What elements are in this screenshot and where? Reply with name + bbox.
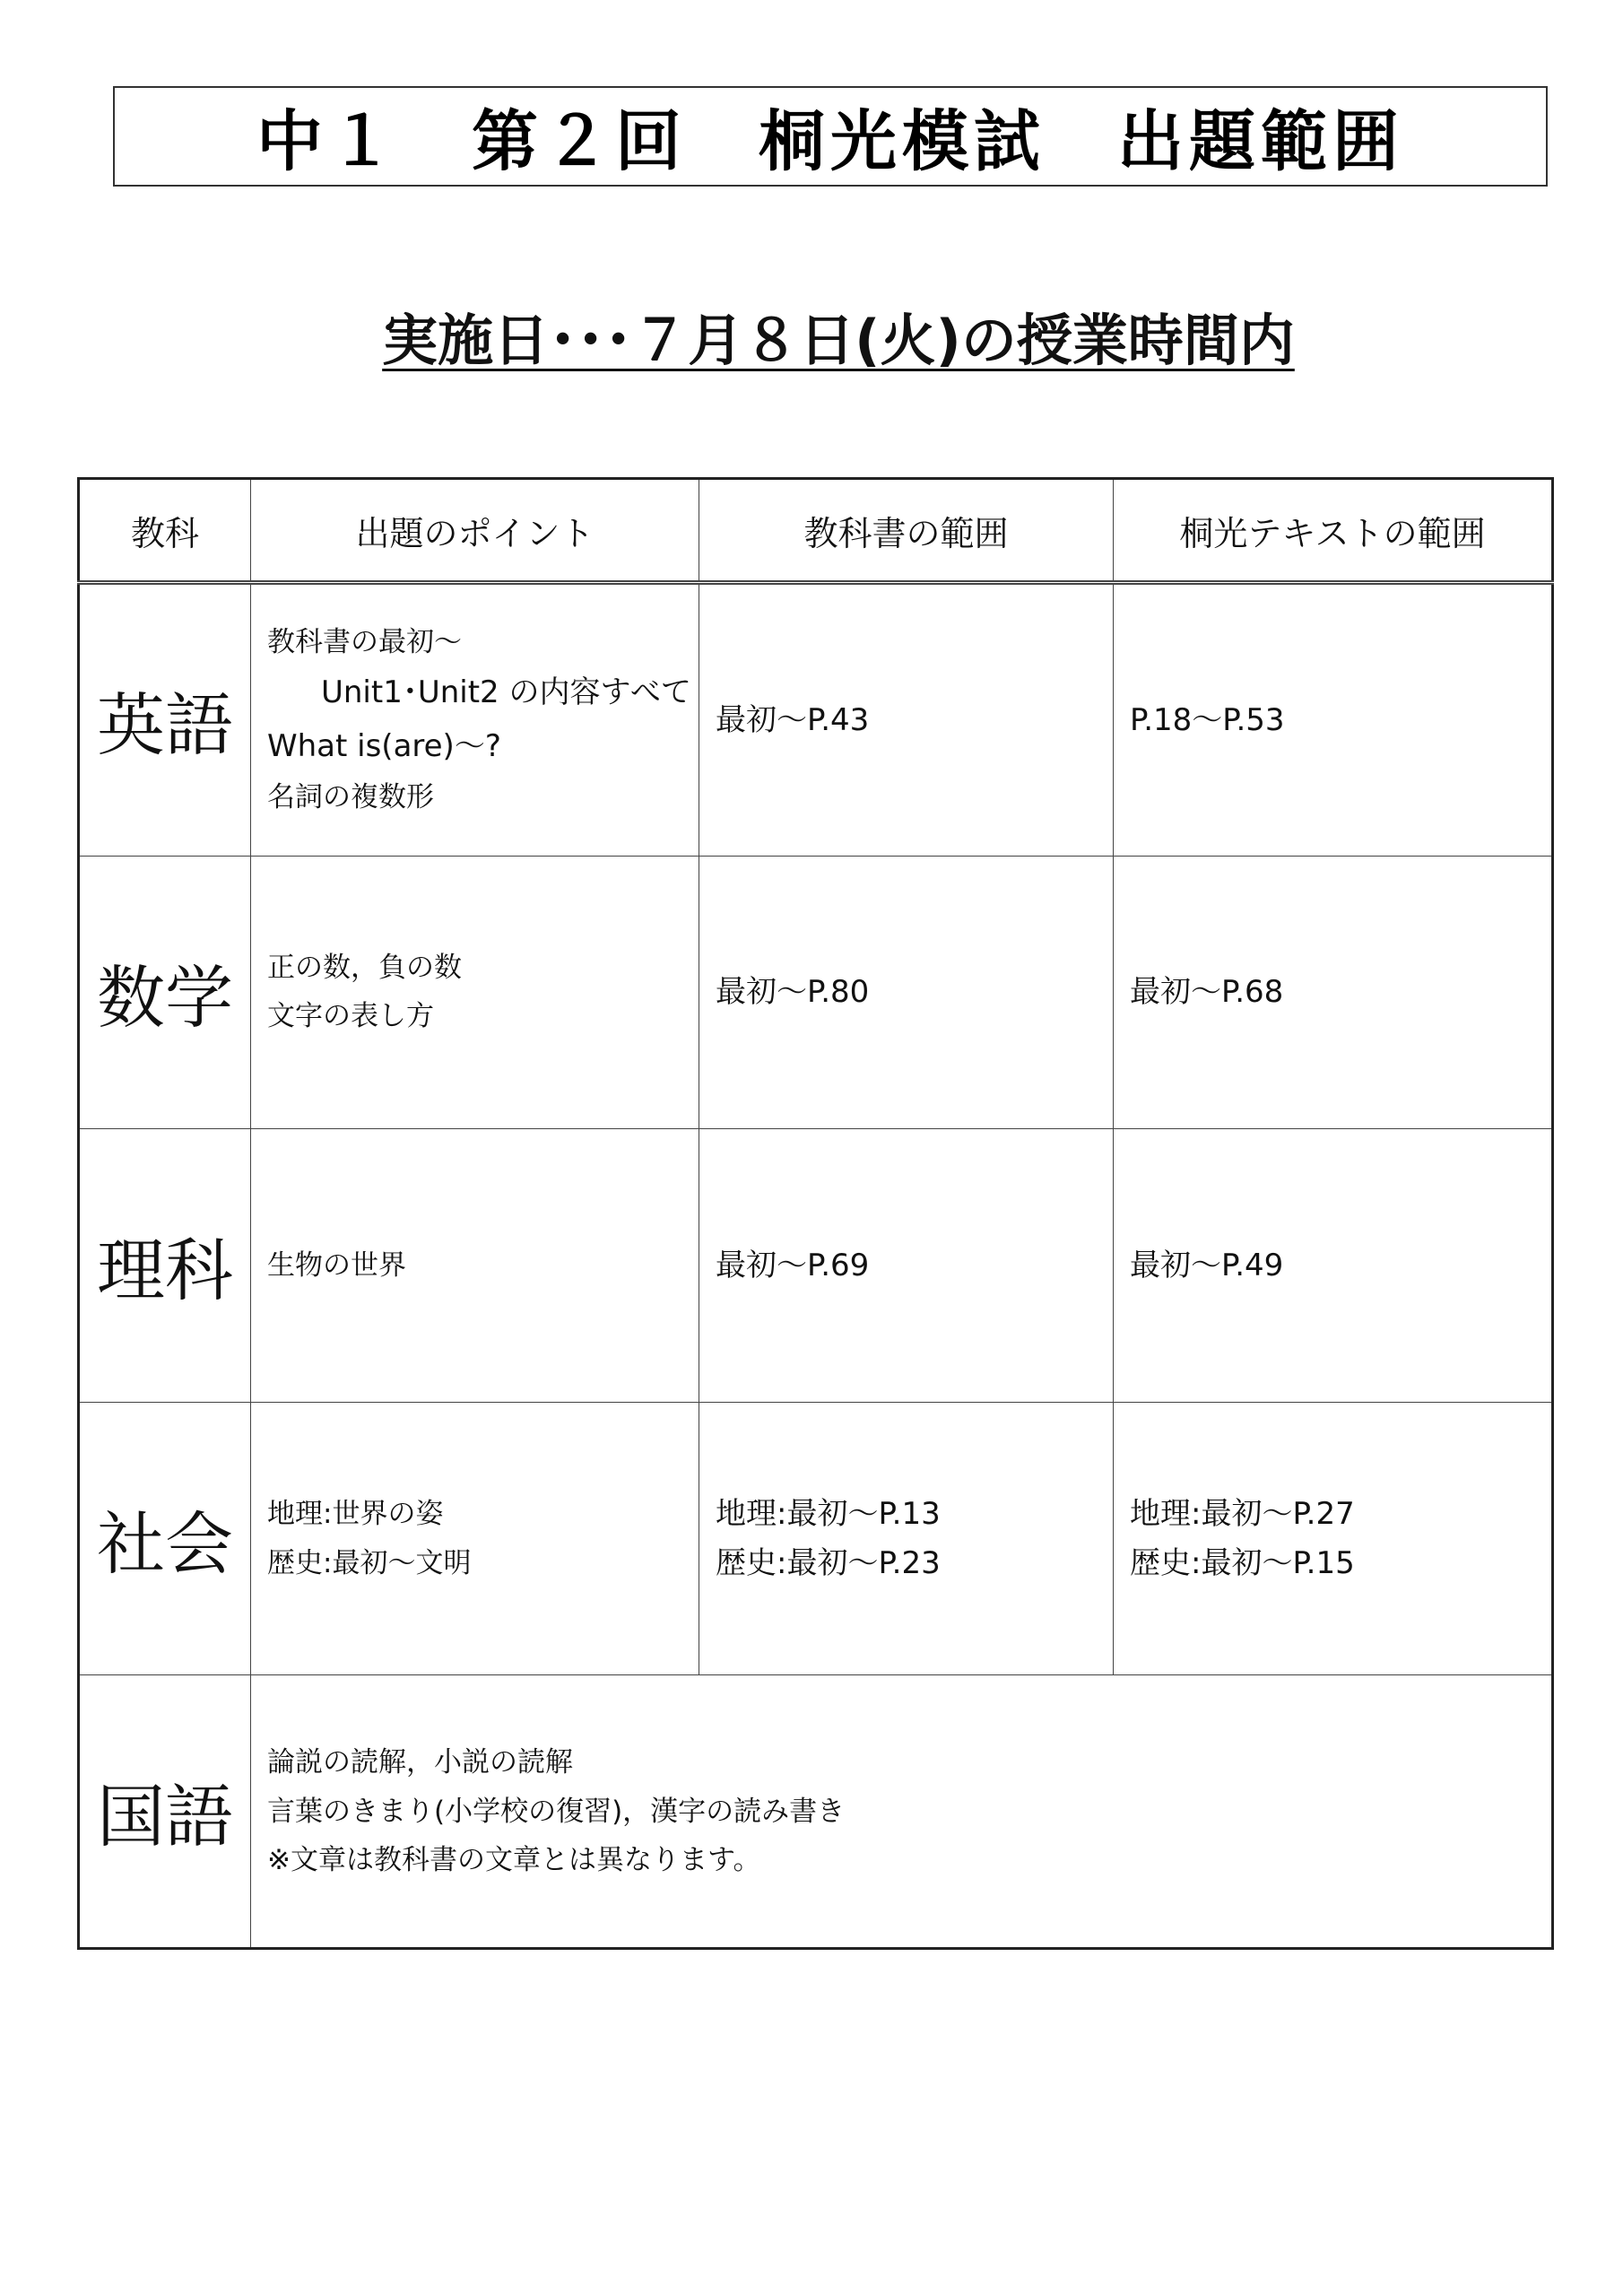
point-line: 生物の世界 xyxy=(267,1248,406,1282)
range-line: 最初～P.80 xyxy=(716,974,870,1011)
point-line: What is(are)～? xyxy=(267,727,501,764)
textbook-range-cell xyxy=(699,856,1114,1129)
points-cell xyxy=(251,583,699,857)
table-row-science xyxy=(79,1129,1553,1403)
range-line: 歴史:最初～P.15 xyxy=(1130,1544,1355,1581)
toko-text-range-cell xyxy=(1114,1129,1553,1403)
toko-text-range-cell xyxy=(1114,583,1553,857)
table-header-row xyxy=(79,479,1553,583)
table-row-english xyxy=(79,583,1553,857)
subject-cell: 社会 xyxy=(79,1402,251,1675)
textbook-range-cell xyxy=(699,583,1114,857)
range-line: P.18～P.53 xyxy=(1130,701,1285,738)
range-line: 最初～P.68 xyxy=(1130,974,1284,1011)
point-line: 名詞の複数形 xyxy=(267,781,434,814)
table-row-social xyxy=(79,1402,1553,1675)
point-line: ※文章は教科書の文章とは異なります。 xyxy=(267,1843,761,1876)
subject-cell: 理科 xyxy=(79,1129,251,1403)
subject-cell: 国語 xyxy=(79,1675,251,1949)
header-toko-text-range: 桐光テキストの範囲 xyxy=(1114,479,1553,583)
point-line: 論説の読解，小説の読解 xyxy=(267,1746,573,1779)
table-row-math xyxy=(79,856,1553,1129)
table-row-japanese xyxy=(79,1675,1553,1949)
header-points: 出題のポイント xyxy=(251,479,699,583)
textbook-range-cell xyxy=(699,1402,1114,1675)
range-line: 歴史:最初～P.23 xyxy=(716,1544,941,1581)
points-cell xyxy=(251,1129,699,1403)
subject-cell: 英語 xyxy=(79,583,251,857)
point-line: 地理:世界の姿 xyxy=(267,1498,444,1531)
page-title: 中１ 第２回 桐光模試 出題範囲 xyxy=(256,103,1404,180)
header-textbook-range: 教科書の範囲 xyxy=(699,479,1114,583)
range-line: 最初～P.69 xyxy=(716,1247,870,1283)
point-line: 正の数，負の数 xyxy=(267,952,462,985)
point-line: 言葉のきまり(小学校の復習)，漢字の読み書き xyxy=(267,1795,846,1828)
point-line: 歴史:最初～文明 xyxy=(267,1546,472,1579)
exam-date-line xyxy=(0,296,1623,376)
title-box xyxy=(113,86,1548,187)
toko-text-range-cell xyxy=(1114,1402,1553,1675)
range-line: 最初～P.49 xyxy=(1130,1247,1284,1283)
header-subject: 教科 xyxy=(79,479,251,583)
exam-range-table xyxy=(77,477,1554,1950)
range-line: 最初～P.43 xyxy=(716,701,870,738)
points-cell xyxy=(251,1402,699,1675)
subject-cell: 数学 xyxy=(79,856,251,1129)
point-line: Unit1･Unit2 の内容すべて xyxy=(321,674,691,711)
point-line: 文字の表し方 xyxy=(267,1000,434,1033)
range-line: 地理:最初～P.13 xyxy=(716,1496,941,1533)
points-cell xyxy=(251,1675,1553,1949)
textbook-range-cell xyxy=(699,1129,1114,1403)
range-line: 地理:最初～P.27 xyxy=(1130,1496,1355,1533)
toko-text-range-cell xyxy=(1114,856,1553,1129)
points-cell xyxy=(251,856,699,1129)
point-line: 教科書の最初～ xyxy=(267,626,462,659)
exam-date: 実施日･･･７月８日(火)の授業時間内 xyxy=(382,308,1295,373)
